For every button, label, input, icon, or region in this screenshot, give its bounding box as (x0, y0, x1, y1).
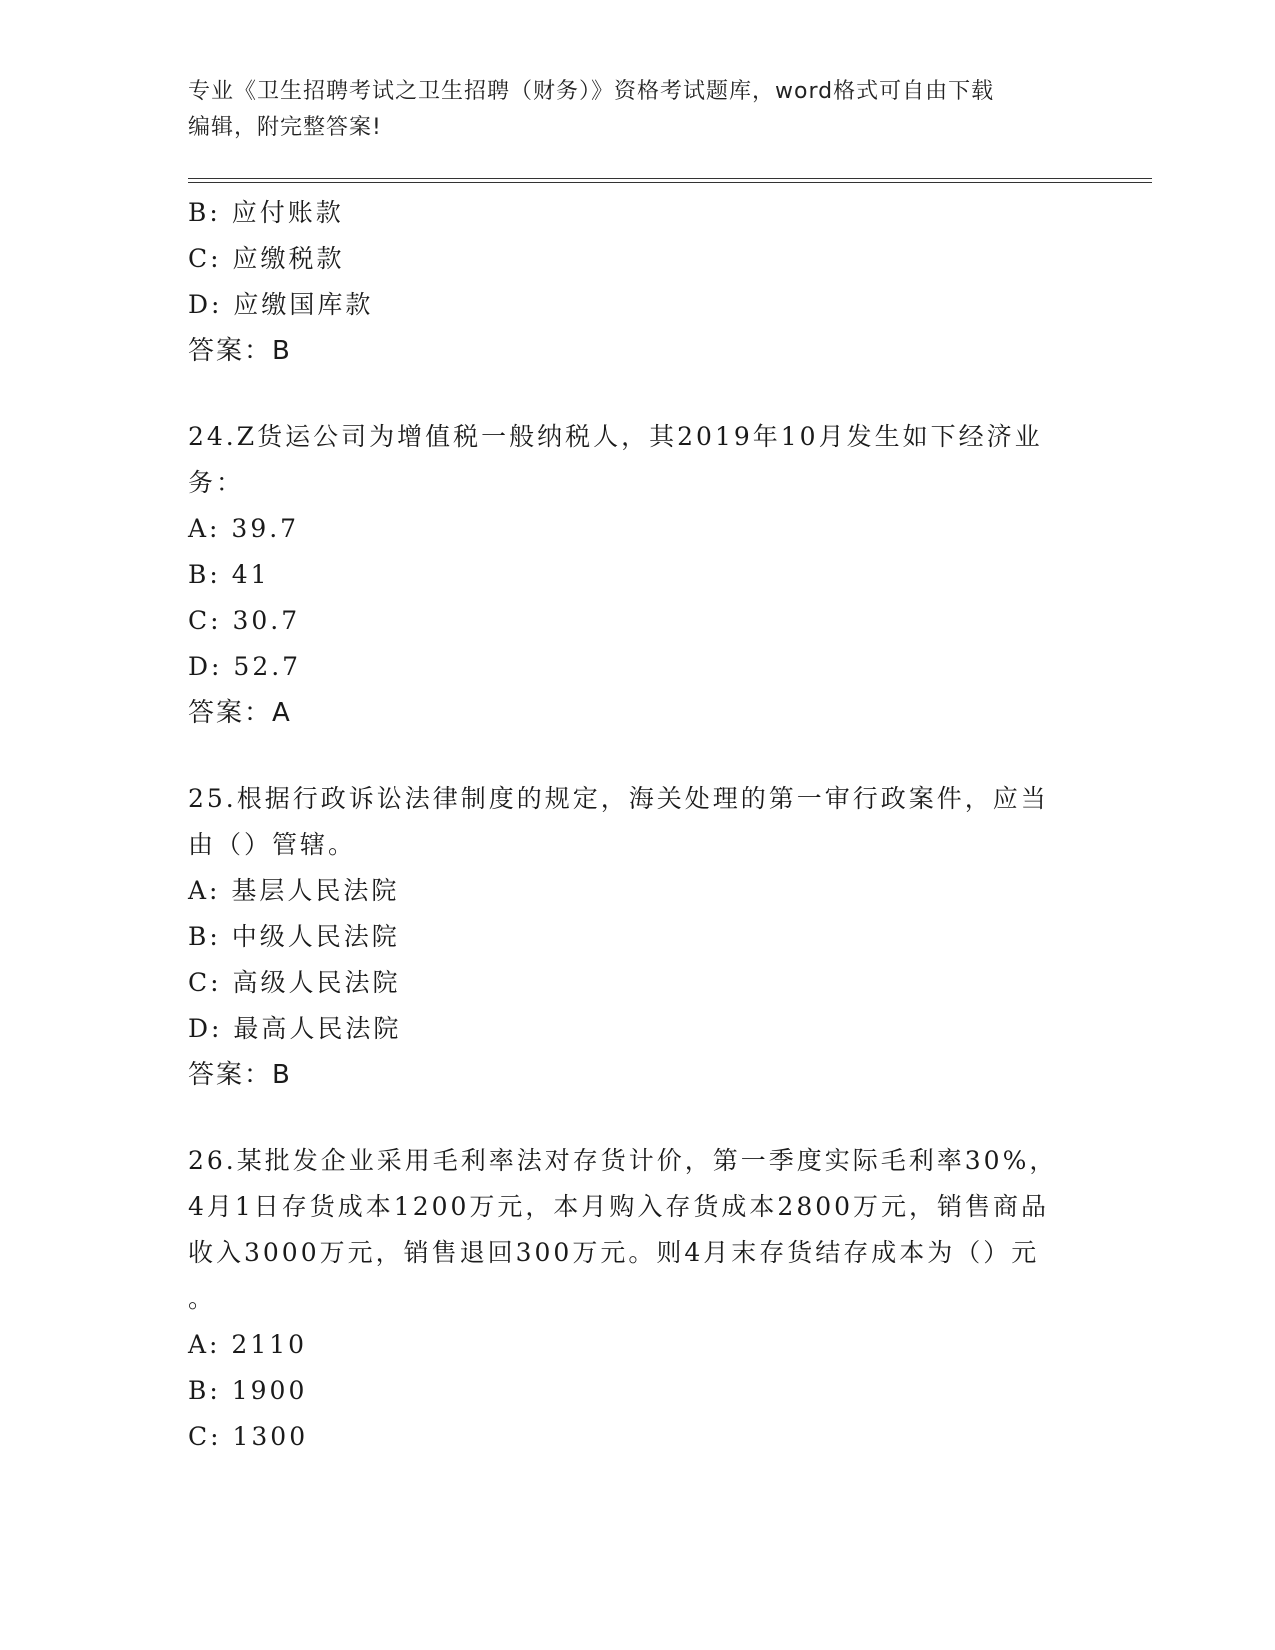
question-24 (188, 414, 1088, 736)
page-header (188, 74, 1068, 146)
question-stem-cont: 。 (188, 1284, 217, 1313)
answer-line: 答案：A (188, 698, 292, 728)
prev-question (188, 190, 1088, 374)
question-stem-cont: 4月1日存货成本1200万元，本月购入存货成本2800万元，销售商品 (188, 1192, 1050, 1221)
option-d: D: 52.7 (188, 652, 302, 681)
header-line-1: 专业《卫生招聘考试之卫生招聘（财务）》资格考试题库，word格式可自由下载 (188, 79, 995, 104)
option-b: B: 中级人民法院 (188, 922, 400, 951)
option-c: C: 高级人民法院 (188, 968, 401, 997)
option-d: D: 应缴国库款 (188, 290, 374, 319)
option-c: C: 30.7 (188, 606, 301, 635)
question-stem-cont: 由（）管辖。 (188, 830, 357, 859)
spacer (188, 374, 1088, 414)
option-b: B: 1900 (188, 1376, 308, 1405)
question-content (188, 190, 1088, 1460)
option-d: D: 最高人民法院 (188, 1014, 402, 1043)
option-b: B: 应付账款 (188, 198, 344, 227)
option-b: B: 41 (188, 560, 270, 589)
question-stem-cont: 收入3000万元，销售退回300万元。则4月末存货结存成本为（）元 (188, 1238, 1040, 1267)
option-a: A: 39.7 (188, 514, 300, 543)
question-stem: 25.根据行政诉讼法律制度的规定，海关处理的第一审行政案件，应当 (188, 784, 1049, 813)
header-divider (188, 178, 1152, 183)
option-a: A: 基层人民法院 (188, 876, 400, 905)
option-c: C: 应缴税款 (188, 244, 345, 273)
question-stem-cont: 务： (188, 468, 245, 497)
question-stem: 26.某批发企业采用毛利率法对存货计价，第一季度实际毛利率30%， (188, 1146, 1058, 1175)
option-c: C: 1300 (188, 1422, 309, 1451)
answer-line: 答案：B (188, 336, 292, 366)
spacer (188, 1098, 1088, 1138)
option-a: A: 2110 (188, 1330, 308, 1359)
spacer (188, 736, 1088, 776)
question-25 (188, 776, 1088, 1098)
header-line-2: 编辑，附完整答案! (188, 115, 382, 140)
answer-line: 答案：B (188, 1060, 292, 1090)
question-26 (188, 1138, 1088, 1460)
question-stem: 24.Z货运公司为增值税一般纳税人，其2019年10月发生如下经济业 (188, 422, 1043, 451)
